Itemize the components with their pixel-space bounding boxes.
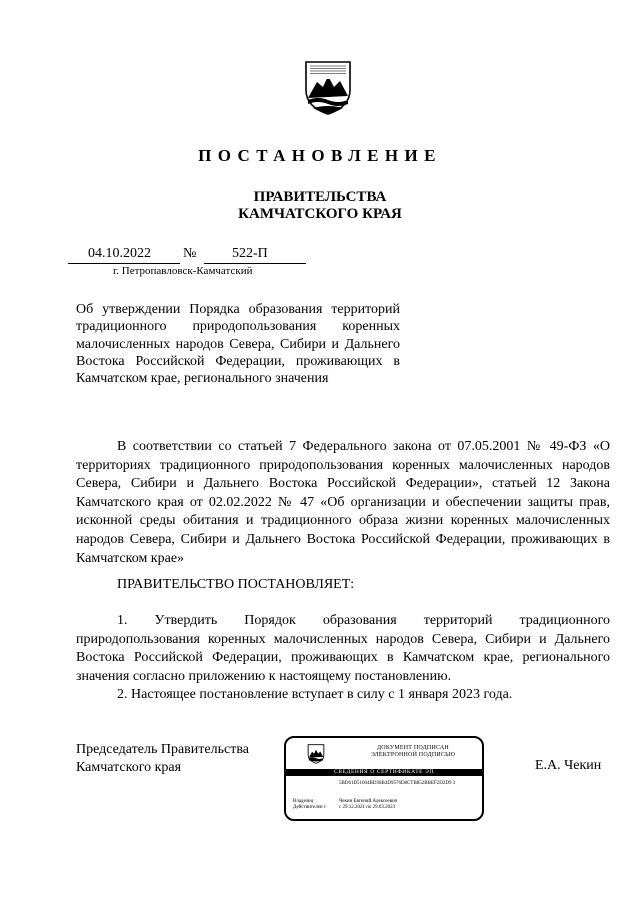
signer-title-line-1: Председатель Правительства [76, 742, 249, 757]
issuer-line-1: ПРАВИТЕЛЬСТВА [253, 189, 387, 205]
stamp-validity-label: Действителен с [293, 805, 327, 810]
document-subject: Об утверждении Порядка образования территорий традиционного природопользования коренных малочисленных народов Севера, Сибири и Дальнего Востока Российской Федерации, проживающих в Камчатском крае, регионального значения [76, 302, 400, 387]
stamp-coat-of-arms-icon [307, 744, 325, 764]
preamble-paragraph: В соответствии со статьей 7 Федерального закона от 07.05.2001 № 49-ФЗ «О территориях традиционного природопользования коренных малочисленных народов Севера, Сибири и Дальнего Востока Российской Федерации», статьей 12 Закона Камчатского края от 02.02.2022 № 47 «Об организации и обеспечении защиты прав, исконной среды обитания и традиционного образа жизни коренных малочисленных народов Севера, Сибири и Дальнего Востока Российской Федерации, проживающих в Камчатском крае» [76, 439, 610, 566]
stamp-header-line-2: ЭЛЕКТРОННОЙ ПОДПИСЬЮ [370, 752, 456, 758]
stamp-owner-label: Владелец [293, 799, 314, 804]
stamp-header [348, 745, 478, 759]
document-number: 522-П [232, 246, 268, 261]
coat-of-arms-icon [303, 60, 353, 116]
item-2-paragraph: 2. Настоящее постановление вступает в силу с 1 января 2023 года. [117, 687, 513, 702]
date-underline [68, 263, 180, 264]
stamp-validity-value: с 29.12.2021 по 29.03.2023 [339, 805, 396, 810]
resolves-heading: ПРАВИТЕЛЬСТВО ПОСТАНОВЛЯЕТ: [117, 577, 355, 592]
document-date: 04.10.2022 [88, 246, 151, 261]
stamp-serial-number: 5BD61D51604BD38B4D9576D8CTB852BBEF2D2D9 3 [339, 781, 456, 786]
signer-title-line-2: Камчатского края [76, 760, 182, 775]
item-1-paragraph: 1. Утвердить Порядок образования территорий традиционного природопользования коренных малочисленных народов Севера, Сибири и Дальнего Востока Российской Федерации, проживающих в Камчатском крае, регионального значения согласно приложению к настоящему постановлению. [76, 613, 610, 684]
electronic-signature-stamp [284, 736, 484, 821]
signer-name: Е.А. Чекин [535, 758, 602, 773]
stamp-header-line-1: ДОКУМЕНТ ПОДПИСАН [377, 745, 449, 751]
stamp-owner-value: Чекин Евгений Алексеевич [339, 799, 398, 804]
number-underline [204, 263, 306, 264]
number-sign: № [183, 246, 197, 261]
document-type-title: ПОСТАНОВЛЕНИЕ [198, 146, 442, 165]
stamp-certificate-bar: СВЕДЕНИЯ О СЕРТИФИКАТЕ ЭП [286, 769, 482, 776]
city-name: г. Петропавловск-Камчатский [113, 265, 253, 277]
issuer-line-2: КАМЧАТСКОГО КРАЯ [238, 206, 402, 222]
